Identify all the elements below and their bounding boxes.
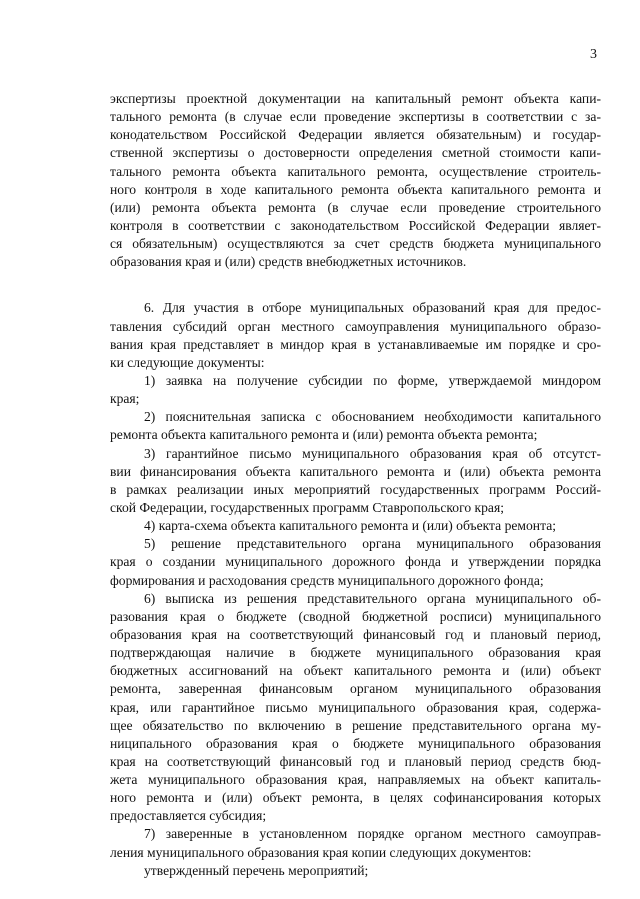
text-line: тавления субсидий орган местного самоуправления муниципального образо-	[110, 318, 601, 334]
text-line: 4) карта-схема объекта капитального ремонта и (или) объекта ремонта;	[144, 518, 557, 534]
text-line: вии финансирования объекта капитального ремонта и (или) объекта ремонта	[110, 463, 601, 479]
text-line: ки следующие документы:	[110, 354, 265, 370]
paragraph-sub-5	[110, 535, 601, 589]
text-line: ниципального образования края о бюджете муниципального образования	[110, 735, 601, 751]
text-line: предоставляется субсидия;	[110, 808, 267, 824]
text-line: тального ремонта объекта капитального ремонта, осуществление строитель-	[110, 163, 601, 179]
paragraph-sub-3	[110, 445, 601, 518]
text-line: в рамках реализации иных мероприятий государственных программ Россий-	[110, 481, 601, 497]
paragraph-sub-6	[110, 590, 601, 826]
paragraph-sub-2	[110, 408, 601, 444]
text-line: 1) заявка на получение субсидии по форме, утверждаемой миндором	[144, 372, 601, 388]
text-line: (или) ремонта объекта ремонта (в случае если проведение строительного	[110, 199, 601, 215]
paragraph-item-6	[110, 299, 601, 372]
text-line: образования края на соответствующий финансовый год и плановый период,	[110, 626, 601, 642]
text-line: края, или гарантийное письмо муниципального образования края, содержа-	[110, 699, 601, 715]
paragraph-sub-7-a	[110, 862, 601, 880]
text-line: разования края о бюджете (сводной бюджетной росписи) муниципального	[110, 608, 601, 624]
text-line: утвержденный перечень мероприятий;	[144, 862, 369, 878]
text-line: края на соответствующий финансовый год и плановый период средств бюд-	[110, 753, 601, 769]
text-line: края;	[110, 391, 140, 407]
text-line: 7) заверенные в установленном порядке органом местного самоуправ-	[144, 826, 601, 842]
text-line: формирования и расходования средств муниципального дорожного фонда;	[110, 572, 544, 588]
paragraph-gap	[110, 271, 601, 299]
text-line: ся обязательным) осуществляются за счет средств бюджета муниципального	[110, 236, 601, 252]
text-line: края о создании муниципального дорожного фонда и утверждении порядка	[110, 554, 601, 570]
text-line: ного контроля в ходе капитального ремонта объекта капитального ремонта и	[110, 181, 601, 197]
text-line: ственной экспертизы о достоверности определения сметной стоимости капи-	[110, 145, 601, 161]
text-line: вания края представляет в миндор края в устанавливаемые им порядке и сро-	[110, 336, 601, 352]
text-line: подтверждающая наличие в бюджете муниципального образования края	[110, 645, 601, 661]
text-line: контроля в соответствии с законодательством Российской Федерации являет-	[110, 217, 601, 233]
page-number: 3	[590, 47, 597, 62]
text-line: ской Федерации, государственных программ Ставропольского края;	[110, 499, 504, 515]
document-body	[110, 90, 601, 880]
text-line: ления муниципального образования края копии следующих документов:	[110, 844, 532, 860]
text-line: бюджетных ассигнований на объект капитального ремонта и (или) объект	[110, 663, 601, 679]
paragraph-sub-1	[110, 372, 601, 408]
text-line: ремонта объекта капитального ремонта и (или) ремонта объекта ремонта;	[110, 427, 538, 443]
text-line: конодательством Российской Федерации является обязательным) и государ-	[110, 127, 601, 143]
text-line: экспертизы проектной документации на капитальный ремонт объекта капи-	[110, 91, 601, 106]
text-line: тального ремонта (в случае если проведение экспертизы в соответствии с за-	[110, 109, 601, 125]
text-line: 6. Для участия в отборе муниципальных образований края для предос-	[144, 300, 601, 316]
text-line: 6) выписка из решения представительного органа муниципального об-	[144, 590, 601, 606]
text-line: 3) гарантийное письмо муниципального образования края об отсутст-	[144, 445, 601, 461]
text-line: образования края и (или) средств внебюджетных источников.	[110, 254, 467, 270]
text-line: ремонта, заверенная финансовым органом муниципального образования	[110, 681, 601, 697]
paragraph-sub-4	[110, 517, 601, 535]
text-line: 5) решение представительного органа муниципального образования	[144, 536, 601, 552]
paragraph-sub-7	[110, 825, 601, 861]
paragraph-continuation	[110, 90, 601, 271]
text-line: жета муниципального образования края, направляемых на объект капиталь-	[110, 772, 601, 788]
text-line: ного ремонта и (или) объект ремонта, в целях софинансирования которых	[110, 790, 601, 806]
text-line: 2) пояснительная записка с обоснованием необходимости капитального	[144, 409, 601, 425]
text-line: щее обязательство по включению в решение представительного органа му-	[110, 717, 601, 733]
